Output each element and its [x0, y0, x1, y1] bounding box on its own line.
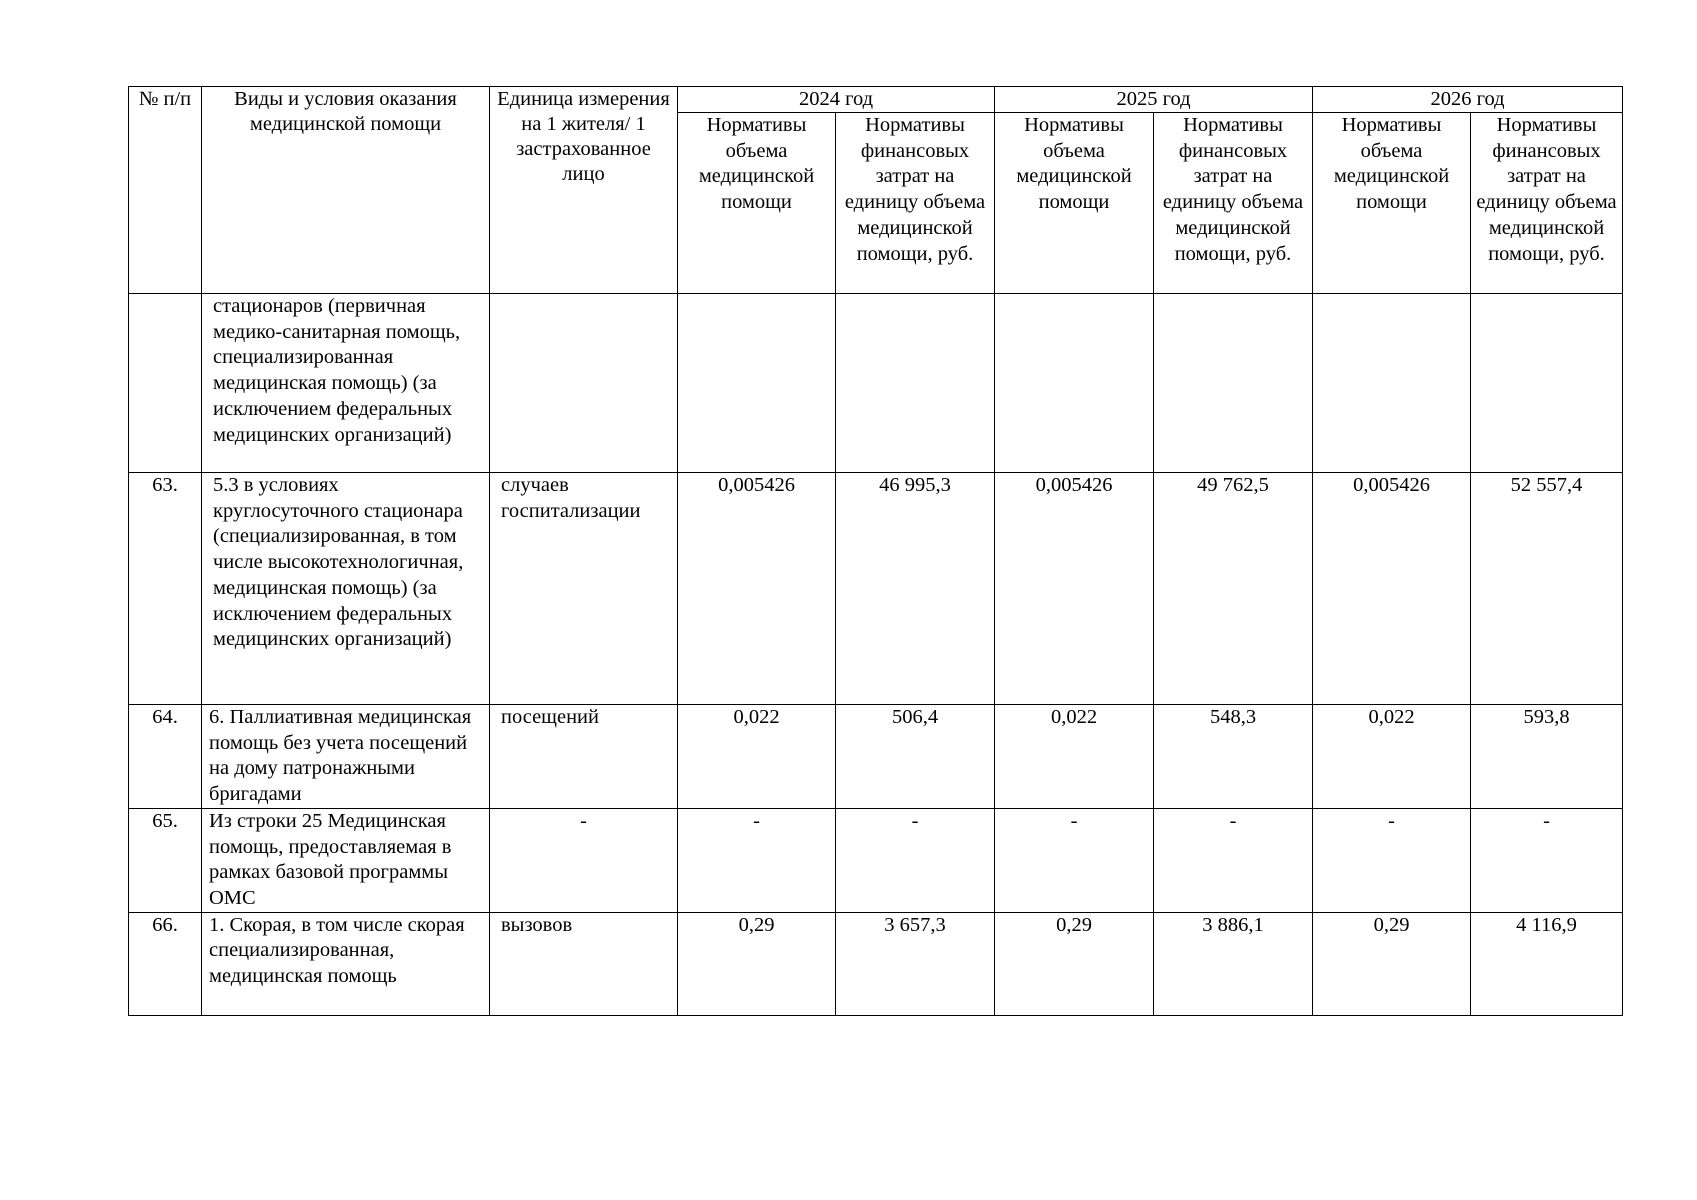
row-cost-2025: 3 886,1 — [1154, 912, 1313, 1015]
table-body — [129, 294, 1623, 1016]
row-volume-2026 — [1313, 294, 1471, 473]
header-cost-norm-2026: Нормативы финансовых затрат на единицу объема медицинской помощи, руб. — [1471, 113, 1623, 294]
header-year-2025: 2025 год — [995, 87, 1313, 113]
row-cost-2025: - — [1154, 808, 1313, 912]
row-volume-2026: 0,005426 — [1313, 473, 1471, 705]
table-row — [129, 808, 1623, 912]
row-unit — [490, 294, 678, 473]
row-volume-2025 — [995, 294, 1154, 473]
row-unit: случаев госпитализации — [490, 473, 678, 705]
row-cost-2026: 4 116,9 — [1471, 912, 1623, 1015]
row-unit: - — [490, 808, 678, 912]
row-cost-2026: 593,8 — [1471, 705, 1623, 809]
norms-table — [128, 86, 1623, 1016]
row-name: стационаров (первичная медико-санитарная помощь, специализированная медицинская помощь) (за исключением федеральных медицинских организаций) — [202, 294, 490, 473]
norms-table-container — [128, 86, 1622, 1016]
header-volume-norm-2024: Нормативы объема медицинской помощи — [678, 113, 836, 294]
row-name: Из строки 25 Медицинская помощь, предоставляемая в рамках базовой программы ОМС — [202, 808, 490, 912]
row-unit: вызовов — [490, 912, 678, 1015]
row-volume-2024: - — [678, 808, 836, 912]
row-num: 66. — [129, 912, 202, 1015]
row-volume-2024 — [678, 294, 836, 473]
row-volume-2024: 0,022 — [678, 705, 836, 809]
header-cost-norm-2024: Нормативы финансовых затрат на единицу объема медицинской помощи, руб. — [836, 113, 995, 294]
row-volume-2026: - — [1313, 808, 1471, 912]
table-header — [129, 87, 1623, 294]
header-unit: Единица измерения на 1 жителя/ 1 застрахованное лицо — [490, 87, 678, 294]
row-volume-2024: 0,29 — [678, 912, 836, 1015]
row-volume-2025: 0,29 — [995, 912, 1154, 1015]
row-cost-2025 — [1154, 294, 1313, 473]
row-cost-2026 — [1471, 294, 1623, 473]
row-name: 5.3 в условиях круглосуточного стационара (специализированная, в том числе высокотехнологичная, медицинская помощь) (за исключением федеральных медицинских организаций) — [202, 473, 490, 705]
header-year-2024: 2024 год — [678, 87, 995, 113]
header-cost-norm-2025: Нормативы финансовых затрат на единицу объема медицинской помощи, руб. — [1154, 113, 1313, 294]
row-num — [129, 294, 202, 473]
table-row — [129, 473, 1623, 705]
row-num: 63. — [129, 473, 202, 705]
header-volume-norm-2026: Нормативы объема медицинской помощи — [1313, 113, 1471, 294]
row-num: 64. — [129, 705, 202, 809]
row-unit: посещений — [490, 705, 678, 809]
row-num: 65. — [129, 808, 202, 912]
row-volume-2025: 0,005426 — [995, 473, 1154, 705]
row-name: 6. Паллиативная медицинская помощь без учета посещений на дому патронажными бригадами — [202, 705, 490, 809]
row-volume-2024: 0,005426 — [678, 473, 836, 705]
header-types: Виды и условия оказания медицинской помощи — [202, 87, 490, 294]
row-volume-2025: - — [995, 808, 1154, 912]
row-volume-2026: 0,022 — [1313, 705, 1471, 809]
row-volume-2025: 0,022 — [995, 705, 1154, 809]
table-row — [129, 912, 1623, 1015]
row-cost-2025: 548,3 — [1154, 705, 1313, 809]
header-row-years — [129, 87, 1623, 113]
row-cost-2026: - — [1471, 808, 1623, 912]
row-cost-2026: 52 557,4 — [1471, 473, 1623, 705]
row-cost-2024: 46 995,3 — [836, 473, 995, 705]
row-cost-2024: 3 657,3 — [836, 912, 995, 1015]
row-cost-2025: 49 762,5 — [1154, 473, 1313, 705]
row-cost-2024: 506,4 — [836, 705, 995, 809]
row-name: 1. Скорая, в том числе скорая специализированная, медицинская помощь — [202, 912, 490, 1015]
header-year-2026: 2026 год — [1313, 87, 1623, 113]
header-volume-norm-2025: Нормативы объема медицинской помощи — [995, 113, 1154, 294]
table-row — [129, 294, 1623, 473]
row-cost-2024: - — [836, 808, 995, 912]
row-volume-2026: 0,29 — [1313, 912, 1471, 1015]
header-num: № п/п — [129, 87, 202, 294]
row-cost-2024 — [836, 294, 995, 473]
table-row — [129, 705, 1623, 809]
